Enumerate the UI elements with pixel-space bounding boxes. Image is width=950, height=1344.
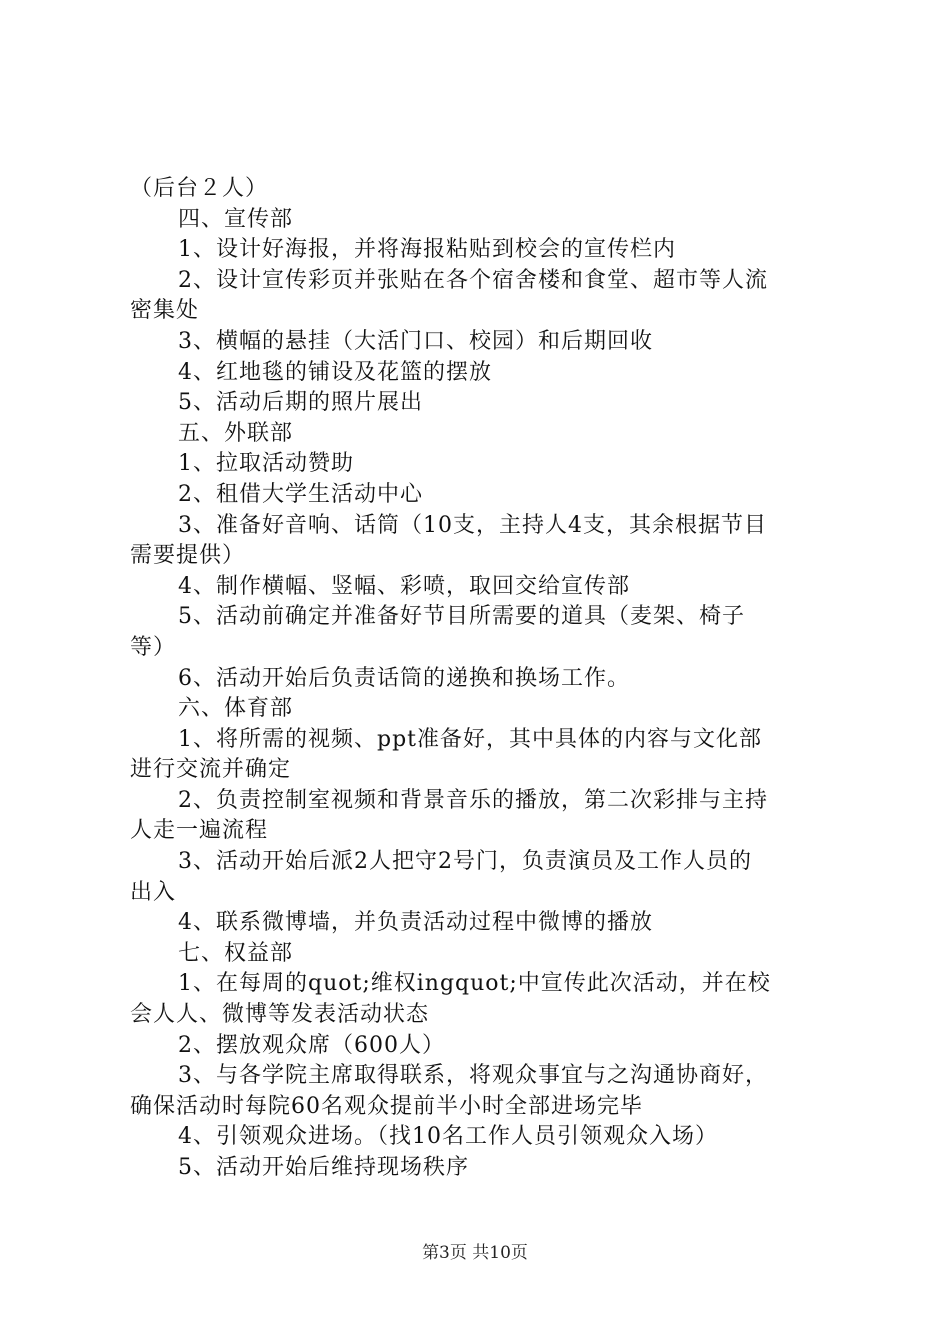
text-line: 5、活动后期的照片展出	[178, 390, 423, 416]
text-line: 会人人、微博等发表活动状态	[130, 1002, 430, 1028]
page-footer: 第3页 共10页	[422, 1243, 528, 1263]
text-line: 2、设计宣传彩页并张贴在各个宿舍楼和食堂、超市等人流	[178, 267, 768, 293]
text-line: 4、制作横幅、竖幅、彩喷，取回交给宣传部	[178, 573, 630, 599]
text-line: 出入	[130, 879, 177, 905]
text-line: 1、在每周的quot;维权ingquot;中宣传此次活动，并在校	[178, 971, 771, 997]
text-line: 密集处	[130, 298, 200, 324]
text-line: 五、外联部	[178, 420, 294, 446]
text-line: 确保活动时每院60名观众提前半小时全部进场完毕	[130, 1093, 643, 1119]
text-line: 6、活动开始后负责话筒的递换和换场工作。	[178, 665, 630, 691]
text-line: 四、宣传部	[178, 206, 294, 232]
text-line: 4、红地毯的铺设及花篮的摆放	[178, 359, 492, 385]
text-line: 六、体育部	[178, 696, 294, 722]
text-line: 1、设计好海报，并将海报粘贴到校会的宣传栏内	[178, 237, 676, 263]
text-line: 3、活动开始后派2人把守2号门，负责演员及工作人员的	[178, 849, 752, 875]
text-line: 4、联系微博墙，并负责活动过程中微博的播放	[178, 910, 653, 936]
text-line: 2、租借大学生活动中心	[178, 481, 423, 507]
text-line: 进行交流并确定	[130, 757, 292, 783]
text-line: 3、横幅的悬挂（大活门口、校园）和后期回收	[178, 328, 653, 354]
text-line: 人走一遍流程	[130, 818, 269, 844]
text-line: 七、权益部	[178, 940, 294, 966]
text-line: 5、活动前确定并准备好节目所需要的道具（麦架、椅子	[178, 604, 745, 630]
text-line: 需要提供）	[130, 543, 246, 569]
text-line: 1、拉取活动赞助	[178, 451, 354, 477]
text-line: 5、活动开始后维持现场秩序	[178, 1155, 469, 1180]
text-line: 2、负责控制室视频和背景音乐的播放，第二次彩排与主持	[178, 787, 768, 813]
text-line: 3、与各学院主席取得联系，将观众事宜与之沟通协商好，	[178, 1063, 768, 1089]
document-body	[130, 174, 835, 1184]
text-line: 4、引领观众进场。（找10名工作人员引领观众入场）	[178, 1124, 718, 1150]
text-line: 2、摆放观众席（600人）	[178, 1032, 445, 1058]
text-line: 1、将所需的视频、ppt准备好，其中具体的内容与文化部	[178, 726, 763, 752]
text-line: （后台２人）	[130, 176, 269, 201]
text-line: 3、准备好音响、话筒（10支，主持人4支，其余根据节目	[178, 512, 767, 538]
text-line: 等）	[130, 634, 177, 660]
